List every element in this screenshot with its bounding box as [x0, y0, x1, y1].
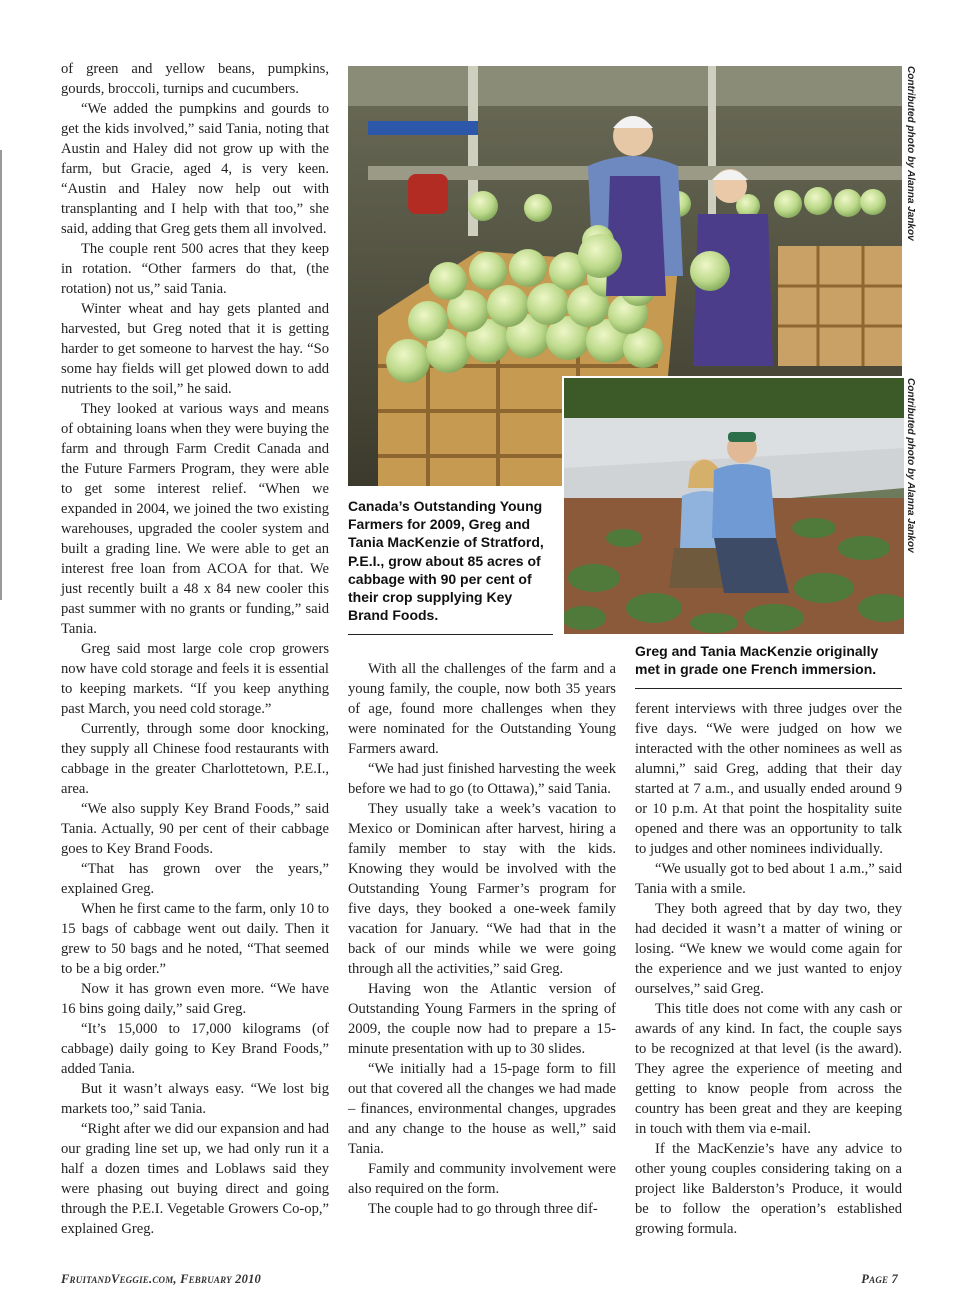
paragraph: of green and yellow beans, pumpkins, gourds, broccoli, turnips and cucumbers. — [61, 61, 329, 97]
caption-rule-1 — [348, 634, 553, 635]
paragraph: Now it has grown even more. “We have 16 bins going daily,” said Greg. — [61, 981, 329, 1017]
paragraph: Winter wheat and hay gets planted and harvested, but Greg noted that it is getting harder to get someone to harvest the hay. “So some hay fields will get plowed down to add nutrients to the soil,” he said. — [61, 301, 329, 397]
paragraph: Greg said most large cole crop growers now have cold storage and feels it is essential to keeping markets. “If you keep anything past March, you need cold storage.” — [61, 641, 329, 717]
paragraph: “We had just finished harvesting the week before we had to go (to Ottawa),” said Tania. — [348, 761, 616, 797]
photo-credit-2: Contributed photo by Alanna Jankov — [905, 378, 916, 553]
photo-couple-in-field — [562, 376, 906, 636]
paragraph: “We also supply Key Brand Foods,” said Tania. Actually, 90 per cent of their cabbage goes to Key Brand Foods. — [61, 801, 329, 857]
paragraph: If the MacKenzie’s have any advice to other young couples considering taking on a project like Balderston’s Produce, it would be to follow the operation’s established growing formula. — [635, 1141, 902, 1237]
paragraph: This title does not come with any cash or awards of any kind. In fact, the couple says to be recognized at that level (is the award). They agree the experience of meeting and getting to know people from across the country has been great and they are keeping in touch with them via e-mail. — [635, 1001, 902, 1137]
photo-caption-1: Canada’s Outstanding Young Farmers for 2009, Greg and Tania MacKenzie of Stratford, P.E.I., grow about 85 acres of cabbage with 90 per cent of their crop supplying Key Brand Foods. — [348, 498, 544, 624]
paragraph: “We initially had a 15-page form to fill out that covered all the changes we had made – finances, environmental changes, upgrades and any change to the house as well,” said Tania. — [348, 1061, 616, 1157]
photo-caption-2: Greg and Tania MacKenzie originally met in grade one French immersion. — [635, 643, 879, 678]
paragraph: “We usually got to bed about 1 a.m.,” said Tania with a smile. — [635, 861, 902, 897]
paragraph: “We added the pumpkins and gourds to get the kids involved,” said Tania, noting that Austin and Haley did not grow up with the farm, but Gracie, aged 4, is very keen. “Austin and Haley now help out with transplanting and I help with that too,” she said, adding that Greg gets them all involved. — [61, 101, 329, 237]
paragraph: The couple had to go through three dif- — [368, 1201, 598, 1217]
photo-credit-1: Contributed photo by Alanna Jankov — [905, 66, 916, 241]
paragraph: They both agreed that by day two, they had decided it wasn’t a matter of wining or losing. “We knew we would come again for the experience and we just wanted to enjoy ourselves,” said Greg. — [635, 901, 902, 997]
paragraph: “It’s 15,000 to 17,000 kilograms (of cabbage) daily going to Key Brand Foods,” added Tania. — [61, 1021, 329, 1077]
caption-rule-2 — [635, 688, 902, 689]
paragraph: They looked at various ways and means of obtaining loans when they were buying the farm and through Farm Credit Canada and the Future Farmers Program, they were able to get some interest relief. “When we expanded in 2004, we joined the two existing warehouses, upgraded the cooler system and built a grading line. We were able to get an interest free loan from ACOA for that. We just recently built a 48 x 84 new cooler this past summer with no grants or funding,” said Tania. — [61, 401, 329, 637]
paragraph: Having won the Atlantic version of Outstanding Young Farmers in the spring of 2009, the couple now had to prepare a 15-minute presentation with up to 30 slides. — [348, 981, 616, 1057]
paragraph: “Right after we did our expansion and had our grading line set up, we had only run it a half a dozen times and Loblaws said they were phasing out buying direct and going through the P.E.I. Vegetable Growers Co-op,” explained Greg. — [61, 1121, 329, 1237]
paragraph: But it wasn’t always easy. “We lost big markets too,” said Tania. — [61, 1081, 329, 1117]
page-edge-shadow — [0, 150, 2, 600]
article-column-3 — [635, 699, 902, 1239]
article-column-2 — [348, 659, 616, 1219]
paragraph: Currently, through some door knocking, they supply all Chinese food restaurants with cabbage in the greater Charlottetown, P.E.I., area. — [61, 721, 329, 797]
article-column-1 — [61, 59, 329, 1239]
paragraph: Family and community involvement were also required on the form. — [348, 1161, 616, 1197]
paragraph: They usually take a week’s vacation to Mexico or Dominican after harvest, hiring a family member to stay with the kids. Knowing they would be involved with the Outstanding Young Farmer’s program for five days, they booked a one-week family vacation for January. “We had that in the back of our minds while we were going through all the activities,” said Greg. — [348, 801, 616, 977]
paragraph: “That has grown over the years,” explained Greg. — [61, 861, 329, 897]
footer-page-number: Page 7 — [861, 1272, 898, 1286]
footer-publication: FruitandVeggie.com, February 2010 — [61, 1272, 261, 1286]
paragraph: With all the challenges of the farm and a young family, the couple, now both 35 years of age, found more challenges when they were nominated for the Outstanding Young Farmers award. — [348, 661, 616, 757]
paragraph: The couple rent 500 acres that they keep in rotation. “Other farmers do that, (the rotation) not us,” said Tania. — [61, 241, 329, 297]
paragraph: When he first came to the farm, only 10 to 15 bags of cabbage went out daily. Then it grew to 50 bags and he noted, “That seemed to be a big order.” — [61, 901, 330, 977]
paragraph: ferent interviews with three judges over the five days. “We were judged on how we interacted with the other nominees as well as alumni,” said Greg, adding that their day started at 7 a.m., and usually ended around 9 or 10 p.m. At that point the hospitality suite opened and there was an opportunity to talk to judges and other nominees individually. — [635, 701, 902, 857]
